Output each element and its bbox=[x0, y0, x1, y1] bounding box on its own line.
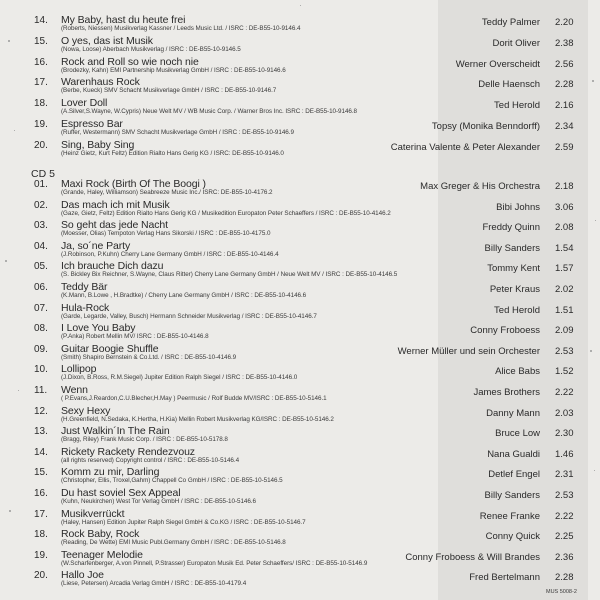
track-credit: (S. Bickley Bix Reichner, S.Wayne, Claus Ritter) Cherry Lane Germany GmbH / Neue Welt MV / ISRC : DE-B55-10-4146.5 bbox=[61, 271, 398, 279]
track-row bbox=[0, 139, 600, 159]
track-duration: 1.51 bbox=[555, 304, 574, 316]
paper-speck bbox=[300, 5, 301, 6]
track-artist: Fred Bertelmann bbox=[469, 572, 540, 584]
track-title: Hula-Rock bbox=[61, 301, 110, 314]
track-duration: 1.52 bbox=[555, 366, 574, 378]
track-duration: 1.46 bbox=[555, 448, 574, 460]
track-number: 08. bbox=[34, 323, 48, 335]
track-title: Hallo Joe bbox=[61, 569, 104, 582]
track-credit: (Kuhn, Neukirchen) West Tor Verlag GmbH / ISRC : DE-B55-10-5146.6 bbox=[61, 498, 256, 505]
track-artist: Ted Herold bbox=[494, 100, 540, 112]
track-number: 06. bbox=[34, 282, 48, 293]
track-credit: (Roberts, Niessen) Musikverlag Kassner / Leeds Music Ltd. / ISRC : DE-B55-10-9146.4 bbox=[61, 25, 301, 32]
track-number: 17. bbox=[34, 508, 48, 520]
track-artist: Tommy Kent bbox=[487, 263, 540, 275]
track-artist: Billy Sanders bbox=[484, 490, 540, 501]
track-row bbox=[0, 118, 600, 138]
track-artist: Freddy Quinn bbox=[482, 222, 540, 234]
track-title: So geht das jede Nacht bbox=[61, 219, 168, 232]
track-artist: Bibi Johns bbox=[496, 201, 540, 213]
track-number: 16. bbox=[34, 488, 48, 499]
track-credit: ( P.Evans,J.Reardon,C.U.Blecher,H.May ) Peermusic / Rolf Budde MV/ISRC : DE-B55-10-5146.1 bbox=[61, 395, 327, 402]
track-credit: (J.Dixon, B.Ross, R.M.Siegel) Jupiter Edition Ralph Siegel / ISRC : DE-B55-10-4146.0 bbox=[61, 374, 298, 382]
track-number: 16. bbox=[34, 56, 48, 68]
track-artist: Dorit Oliver bbox=[492, 37, 540, 49]
track-title: My Baby, hast du heute frei bbox=[61, 14, 186, 26]
track-title: Teddy Bär bbox=[61, 281, 108, 293]
track-duration: 3.06 bbox=[555, 201, 574, 213]
track-artist: Ted Herold bbox=[494, 304, 540, 316]
track-artist: Topsy (Monika Benndorff) bbox=[431, 121, 540, 132]
track-number: 10. bbox=[34, 364, 48, 376]
track-artist: Caterina Valente & Peter Alexander bbox=[390, 141, 540, 153]
track-artist: Max Greger & His Orchestra bbox=[420, 181, 540, 192]
track-duration: 2.22 bbox=[555, 510, 574, 522]
track-title: Sing, Baby Sing bbox=[61, 138, 135, 151]
track-number: 01. bbox=[34, 179, 48, 190]
track-artist: Alice Babs bbox=[495, 366, 540, 378]
track-credit: (Smith) Shapiro Bernstein & Co.Ltd. / ISRC : DE-B55-10-4146.9 bbox=[61, 353, 237, 361]
track-credit: (Moesser, Olias) Tempoton Verlag Hans Sikorski / ISRC : DE-B55-10-4175.0 bbox=[61, 230, 271, 238]
track-duration: 2.22 bbox=[555, 387, 574, 398]
track-duration: 2.28 bbox=[555, 572, 574, 584]
track-row bbox=[0, 405, 600, 425]
track-row bbox=[0, 178, 600, 198]
track-artist: Bruce Low bbox=[495, 428, 540, 440]
track-artist: Billy Sanders bbox=[484, 242, 540, 254]
track-row bbox=[0, 260, 600, 280]
track-artist: Werner Overscheidt bbox=[455, 58, 540, 70]
catalog-number: MUS 5008-2 bbox=[546, 589, 577, 595]
track-title: Sexy Hexy bbox=[61, 404, 111, 417]
track-artist: Peter Kraus bbox=[489, 284, 540, 295]
track-row bbox=[0, 76, 600, 96]
track-title: Wenn bbox=[61, 384, 88, 396]
track-duration: 2.36 bbox=[555, 551, 574, 563]
track-credit: (A.Silver,S.Wayne, W.Cypris) Neue Welt MV / WB Music Corp. / Warner Bros Inc. ISRC : DE-B55-10-9146.8 bbox=[61, 108, 358, 116]
track-title: Rock Baby, Rock bbox=[61, 528, 140, 541]
track-row bbox=[0, 487, 600, 507]
track-row bbox=[0, 466, 600, 486]
track-credit: (Reading, De Wette) EMI Music Publ.Germany GmbH / ISRC : DE-B55-10-5146.8 bbox=[61, 539, 286, 547]
track-duration: 2.56 bbox=[555, 58, 574, 70]
track-credit: (Heinz Gietz, Kurt Feltz) Edition Rialto Hans Gerig KG / ISRC: DE-B55-10-9146.0 bbox=[61, 149, 284, 157]
track-duration: 2.38 bbox=[555, 37, 574, 49]
track-number: 15. bbox=[34, 35, 48, 47]
track-duration: 1.57 bbox=[555, 263, 574, 275]
track-credit: (H.Greenfield, N.Sedaka, K.Hertha, H.Kia) Mellin Robert Musikverlag KG/ISRC : DE-B55-10-5146.2 bbox=[61, 415, 334, 423]
track-row bbox=[0, 384, 600, 404]
track-duration: 2.09 bbox=[555, 325, 574, 337]
track-number: 15. bbox=[34, 467, 48, 479]
track-title: Warenhaus Rock bbox=[61, 76, 140, 89]
track-duration: 2.25 bbox=[555, 531, 574, 543]
track-duration: 2.20 bbox=[555, 17, 574, 28]
track-title: Lollipop bbox=[61, 363, 97, 376]
track-artist: Conny Quick bbox=[485, 531, 540, 543]
track-number: 13. bbox=[34, 426, 48, 438]
track-duration: 2.16 bbox=[555, 100, 574, 112]
track-number: 19. bbox=[34, 549, 48, 561]
track-number: 05. bbox=[34, 261, 48, 273]
track-number: 14. bbox=[34, 446, 48, 458]
track-row bbox=[0, 528, 600, 548]
track-duration: 2.59 bbox=[555, 141, 574, 153]
track-title: Das mach ich mit Musik bbox=[61, 198, 170, 211]
track-title: Musikverrückt bbox=[61, 507, 125, 520]
track-number: 20. bbox=[34, 139, 48, 151]
track-credit: (K.Mann, B.Lowe , H.Bradtke) / Cherry Lane Germany GmbH / ISRC : DE-B55-10-4146.6 bbox=[61, 292, 307, 299]
track-row bbox=[0, 35, 600, 55]
track-credit: (Ruffer, Westermann) SMV Schacht Musikverlage GmbH / ISRC : DE-B55-10-9146.9 bbox=[61, 129, 294, 136]
track-artist: Nana Gualdi bbox=[487, 448, 540, 460]
track-artist: Renee Franke bbox=[479, 510, 540, 522]
track-number: 20. bbox=[34, 570, 48, 582]
track-title: Rock and Roll so wie noch nie bbox=[61, 55, 199, 68]
track-credit: (P.Anka) Robert Mellin MV/ ISRC : DE-B55-10-4146.8 bbox=[61, 333, 209, 341]
track-row bbox=[0, 97, 600, 117]
track-title: Ich brauche Dich dazu bbox=[61, 260, 164, 273]
track-row bbox=[0, 425, 600, 445]
track-number: 09. bbox=[34, 343, 48, 355]
track-artist: Teddy Palmer bbox=[481, 17, 540, 28]
cd-heading: CD 5 bbox=[31, 168, 55, 180]
track-credit: (Gaze, Gietz, Feltz) Edition Rialto Hans Gerig KG / Musikedition Europaton Peter Schaeffers / ISRC : DE-B55-10-4146.2 bbox=[61, 209, 391, 217]
track-number: 04. bbox=[34, 240, 48, 252]
track-title: Just Walkin´In The Rain bbox=[61, 425, 170, 438]
track-number: 19. bbox=[34, 119, 48, 130]
track-row bbox=[0, 363, 600, 383]
track-credit: (Berbe, Kueck) SMV Schacht Musikverlage GmbH / ISRC : DE-B55-10-9146.7 bbox=[61, 87, 277, 95]
track-title: Ja, so´ne Party bbox=[61, 239, 131, 252]
track-title: Rickety Rackety Rendezvouz bbox=[61, 445, 195, 458]
track-number: 07. bbox=[34, 302, 48, 314]
track-number: 03. bbox=[34, 220, 48, 232]
track-duration: 2.03 bbox=[555, 407, 574, 419]
track-row bbox=[0, 199, 600, 219]
track-credit: (Nowa, Loose) Aberbach Musikverlag / ISRC : DE-B55-10-9146.5 bbox=[61, 45, 241, 53]
track-duration: 2.53 bbox=[555, 490, 574, 501]
track-credit: (Brodezky, Kahn) EMI Partnership Musikverlag GmbH / ISRC : DE-B55-10-9146.6 bbox=[61, 66, 286, 74]
track-credit: (J.Robinson, P.Kuhn) Cherry Lane Germany GmbH / ISRC : DE-B55-10-4146.4 bbox=[61, 250, 279, 258]
track-artist: Delle Haensch bbox=[478, 79, 540, 91]
track-artist: James Brothers bbox=[473, 387, 540, 398]
track-artist: Conny Froboess bbox=[470, 325, 540, 337]
track-row bbox=[0, 14, 600, 34]
track-credit: (Liese, Petersen) Arcadia Verlag GmbH / ISRC : DE-B55-10-4179.4 bbox=[61, 580, 247, 588]
track-number: 02. bbox=[34, 199, 48, 211]
track-duration: 1.54 bbox=[555, 242, 574, 254]
track-number: 18. bbox=[34, 529, 48, 541]
track-artist: Conny Froboess & Will Brandes bbox=[405, 551, 540, 563]
track-number: 17. bbox=[34, 77, 48, 89]
track-title: O yes, das ist Musik bbox=[61, 34, 153, 47]
track-duration: 2.31 bbox=[555, 469, 574, 481]
track-artist: Danny Mann bbox=[486, 407, 540, 419]
track-credit: (Haley, Hansen) Edition Jupiter Ralph Siegel GmbH & Co.KG / ISRC : DE-B55-10-5146.7 bbox=[61, 518, 306, 526]
track-title: Lover Doll bbox=[61, 97, 108, 110]
track-title: Du hast soviel Sex Appeal bbox=[61, 487, 181, 499]
track-row bbox=[0, 56, 600, 76]
track-duration: 2.30 bbox=[555, 428, 574, 440]
track-artist: Werner Müller und sein Orchester bbox=[397, 345, 540, 357]
track-credit: (all rights reserved) Copyright control / ISRC : DE-B55-10-5146.4 bbox=[61, 456, 240, 464]
track-row bbox=[0, 302, 600, 322]
track-duration: 2.02 bbox=[555, 284, 574, 295]
track-title: Guitar Boogie Shuffle bbox=[61, 342, 159, 355]
track-row bbox=[0, 549, 600, 569]
track-title: Komm zu mir, Darling bbox=[61, 466, 160, 479]
track-duration: 2.28 bbox=[555, 79, 574, 91]
track-duration: 2.18 bbox=[555, 181, 574, 192]
track-credit: (W.Scharfenberger, A.von Pinnell, P.Strasser) Europaton Musik Ed. Peter Schaeffers/ ISRC : DE-B55-10-5146.9 bbox=[61, 559, 368, 567]
track-title: Teenager Melodie bbox=[61, 548, 143, 561]
track-number: 18. bbox=[34, 98, 48, 110]
track-credit: (Grande, Haley, Williamson) Seabreeze Music Inc./ ISRC: DE-B55-10-4176.2 bbox=[61, 189, 273, 196]
track-row bbox=[0, 446, 600, 466]
track-duration: 2.08 bbox=[555, 222, 574, 234]
track-credit: (Garde, Legarde, Valley, Busch) Hermann Schneider Musikverlag / ISRC : DE-B55-10-4146.7 bbox=[61, 312, 317, 320]
track-duration: 2.53 bbox=[555, 345, 574, 357]
track-row bbox=[0, 281, 600, 301]
track-title: Espresso Bar bbox=[61, 118, 123, 130]
track-number: 12. bbox=[34, 405, 48, 417]
track-row bbox=[0, 219, 600, 239]
track-row bbox=[0, 569, 600, 589]
track-row bbox=[0, 240, 600, 260]
track-credit: (Bragg, Riley) Frank Music Corp. / ISRC : DE-B55-10-5178.8 bbox=[61, 436, 228, 444]
track-row bbox=[0, 322, 600, 342]
track-row bbox=[0, 508, 600, 528]
track-row bbox=[0, 343, 600, 363]
track-duration: 2.34 bbox=[555, 121, 574, 132]
track-title: Maxi Rock (Birth Of The Boogi ) bbox=[61, 178, 206, 190]
track-number: 11. bbox=[34, 385, 48, 396]
track-title: I Love You Baby bbox=[61, 322, 136, 335]
track-artist: Detlef Engel bbox=[488, 469, 540, 481]
track-number: 14. bbox=[34, 15, 48, 26]
track-credit: (Christopher, Ellis, Troxel,Gahm) Chappell Co GmbH / ISRC : DE-B55-10-5146.5 bbox=[61, 477, 283, 485]
